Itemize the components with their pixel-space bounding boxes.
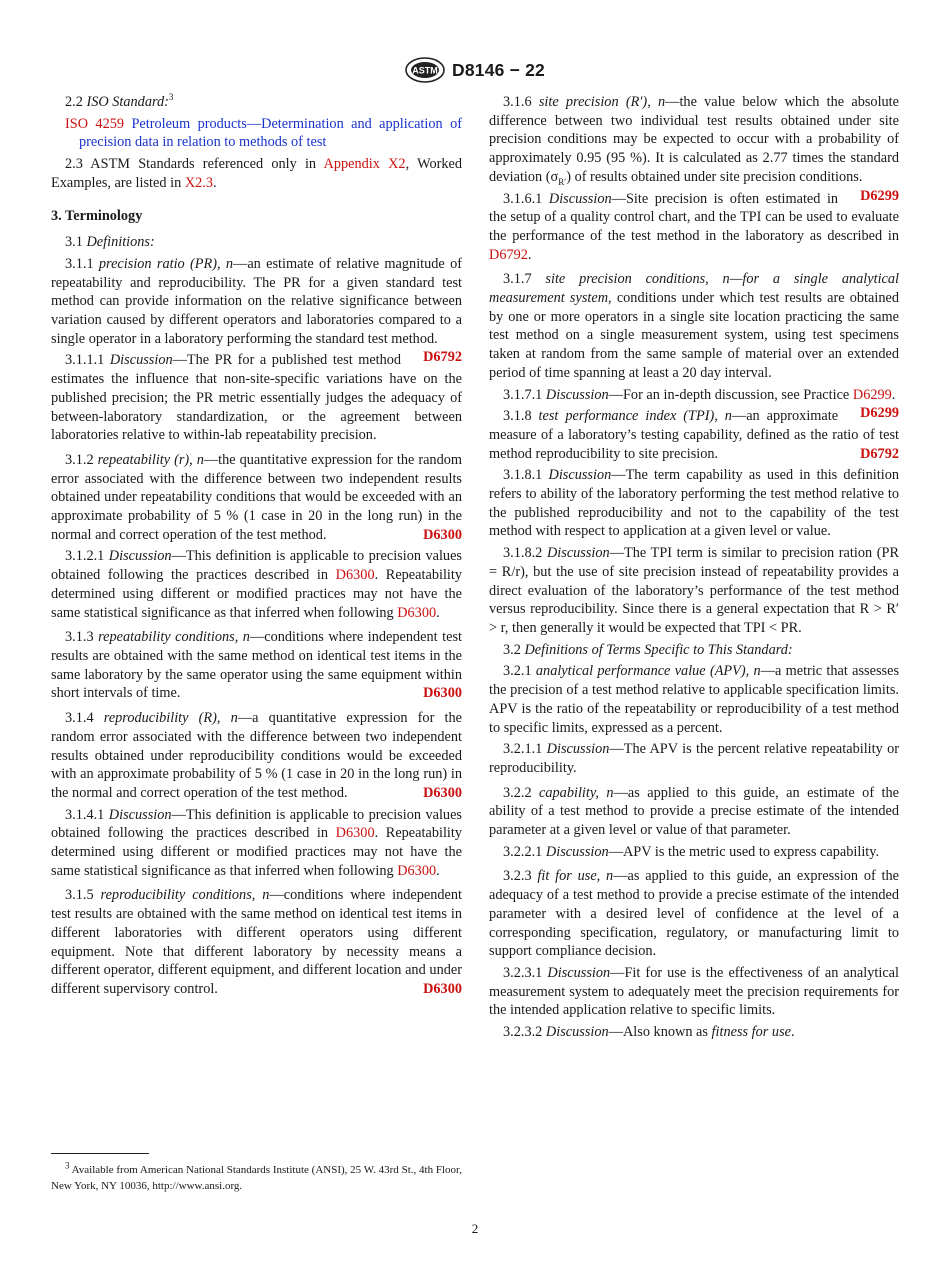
para-3-2-3-2: 3.2.3.2 Discussion—Also known as fitness for use.	[503, 1024, 795, 1041]
para-3-1: 3.1 Definitions:	[65, 234, 155, 251]
para-3-2-1: 3.2.1 analytical performance value (APV), n—a metric that assesses the precision of a test method relative to applicable specification limits. APV is the ratio of the repeatability or reproducibility of a test method to specific limits, expressed as a percent.	[489, 663, 900, 736]
ref-code-d6299[interactable]: D6299	[860, 187, 899, 204]
para-3-2-2: 3.2.2 capability, n—as applied to this guide, an estimate of the ability of a test method to provide a precise estimate of the intended parameter at a given level or value of that parameter.	[489, 784, 899, 839]
page-number: 2	[471, 1221, 479, 1236]
para-3-2-3: 3.2.3 fit for use, n—as applied to this guide, an expression of the adequacy of a test method to provide a precise estimate of the intended parameter with a desired level of confidence at the level of a corresponding specification, regulatory, or manufacturing limit to support compliance decision.	[489, 868, 900, 960]
iso-reference	[65, 115, 462, 152]
para-3-1-8: 3.1.8 test performance index (TPI), n—an approximate measure of a laboratory’s testing capability, defined as the ratio of test method reproducibility to site precision. D6792	[489, 408, 899, 462]
para-3-1-4: 3.1.4 reproducibility (R), n—a quantitative expression for the random error associated with the difference between two independent results obtained under reproducibility conditions would be exceeded with an approximate probability of 5 % (1 case in 20 in the long run) in the normal and correct operation of the test method. D6300	[51, 710, 462, 801]
para-2-3: 2.3 ASTM Standards referenced only in Appendix X2, Worked Examples, are listed in X2.3.	[51, 156, 463, 191]
ref-code-d6300[interactable]: D6300	[423, 685, 462, 702]
para-3-1-6-1: 3.1.6.1 Discussion—Site precision is often estimated in the setup of a quality control chart, and the TPI can be used to evaluate the performance of the test method in the laboratory as described in D6792.	[489, 190, 899, 263]
section-heading-terminology: 3. Terminology	[51, 207, 143, 224]
iso-code-link[interactable]: ISO 4259	[65, 115, 125, 132]
para-3-1-5: 3.1.5 reproducibility conditions, n—conditions where independent test results are obtained with the same method on identical test items in different laboratories with different operators using different equipment. Note that different laboratory by necessity means a different operator, different equipment, and different location and under different supervisory control. D6300	[51, 887, 462, 997]
ref-code-d6300[interactable]: D6300	[423, 784, 462, 801]
iso-title-link[interactable]: Petroleum products—Determination and application of precision data in relation to methods of test	[79, 115, 462, 151]
d6299-link[interactable]: D6299	[852, 386, 892, 403]
para-3-1-6: 3.1.6 site precision (R′), n—the value below which the absolute difference between two individual test results obtained under site precision conditions may be expected to occur with a probability of approximately 0.95 (95 %). It is calculated as 2.77 times the standard deviation $(\sigma_{R'})$ of results obtained under site precision conditions. D6299	[489, 94, 900, 204]
d6300-link[interactable]: D6300	[335, 825, 375, 842]
astm-logo	[405, 57, 445, 83]
para-3-1-2: 3.1.2 repeatability (r), n—the quantitative expression for the random error associated with the difference between two independent results obtained under repeatability conditions that would be exceeded with an approximate probability of 5 % (1 case in 20 in the long run) in the normal and correct operation of the test method. D6300	[51, 451, 462, 543]
para-3-1-8-2: 3.1.8.2 Discussion—The TPI term is similar to precision ration (PR = R/r), but the use of site precision instead of repeatability provides a direct evaluation of the laboratory’s performance of the test method versus reproducibility. Since there is a general expectation that R > R′ > r, then generally it would be expected that TPI < PR.	[489, 545, 899, 636]
page-header	[0, 57, 950, 83]
d6792-link[interactable]: D6792	[489, 246, 528, 263]
appendix-x2-link[interactable]: Appendix X2	[323, 156, 406, 173]
right-column	[489, 93, 899, 1045]
svg-text:ASTM: ASTM	[412, 65, 438, 76]
para-3-1-3: 3.1.3 repeatability conditions, n—conditions where independent test results are obtained with the same method on identical test items in the same laboratory by the same operator using the same equipment within short intervals of time. D6300	[51, 629, 462, 702]
left-column	[51, 93, 462, 1002]
d6300-link[interactable]: D6300	[397, 862, 437, 879]
para-3-2: 3.2 Definitions of Terms Specific to This Standard:	[503, 641, 793, 658]
para-3-1-1-1: 3.1.1.1 Discussion—The PR for a published test method estimates the influence that non-site-specific variations have on the published precision; the PR metric essentially judges the adequacy of between-laboratory standardization, or the agreement between laboratories relative to within-lab repeatability precision.	[51, 352, 462, 444]
para-3-1-2-1: 3.1.2.1 Discussion—This definition is applicable to precision values obtained following the practices described in D6300. Repeatability determined using different or modified practices may not have the same statistical significance as that inferred when following D6300.	[51, 548, 463, 621]
para-3-2-1-1: 3.2.1.1 Discussion—The APV is the percent relative repeatability or reproducibility.	[489, 741, 900, 776]
document-designation: D8146 − 22	[452, 59, 545, 80]
para-3-1-7-1: 3.1.7.1 Discussion—For an in-depth discussion, see Practice D6299. D6299	[503, 386, 899, 422]
para-3-1-7: 3.1.7 site precision conditions, n—for a single analytical measurement system, conditions under which test results are obtained by one or more operators in a single site location practicing the same test method on a single measurement system, using test specimens taken at random from the same sample of material over an extended period of time spanning at least a 20 day interval.	[489, 271, 900, 381]
para-2-2: 2.2 ISO Standard:$^3$	[65, 92, 174, 110]
ref-code-d6299[interactable]: D6299	[860, 405, 899, 422]
para-3-1-4-1: 3.1.4.1 Discussion—This definition is applicable to precision values obtained following the practices described in D6300. Repeatability determined using different or modified practices may not have the same statistical significance as that inferred when following D6300.	[51, 806, 463, 879]
x2-3-link[interactable]: X2.3	[184, 174, 214, 191]
d6300-link[interactable]: D6300	[397, 604, 437, 621]
ref-code-d6792[interactable]: D6792	[423, 349, 462, 366]
ref-code-d6300[interactable]: D6300	[423, 980, 462, 997]
para-3-1-1: 3.1.1 precision ratio (PR), n—an estimate of relative magnitude of repeatability and reproducibility. The PR for a given standard test method can provide information on the relative significance between variation caused by different operators and laboratories compared to a single operator in a laboratory performing the standard test method. D6792	[51, 255, 462, 366]
footnote: $^3$ Available from American National Standards Institute (ANSI), 25 W. 43rd St., 4th Floor, New York, NY 10036, http://www.ansi.org.	[51, 1160, 462, 1192]
footnote-divider	[51, 1153, 149, 1154]
ref-code-d6792[interactable]: D6792	[860, 445, 899, 462]
para-3-2-2-1: 3.2.2.1 Discussion—APV is the metric used to express capability.	[503, 843, 880, 860]
d6300-link[interactable]: D6300	[335, 567, 375, 584]
para-3-2-3-1: 3.2.3.1 Discussion—Fit for use is the effectiveness of an analytical measurement system to adequately meet the precision requirements for the intended application relative to specific limits.	[489, 964, 899, 1019]
para-3-1-8-1: 3.1.8.1 Discussion—The term capability as used in this definition refers to ability of the laboratory performing the test method relative to the published reproducibility and not to the capability of the test method with respect to application at a given level or value.	[489, 467, 899, 540]
ref-code-d6300[interactable]: D6300	[423, 526, 462, 543]
